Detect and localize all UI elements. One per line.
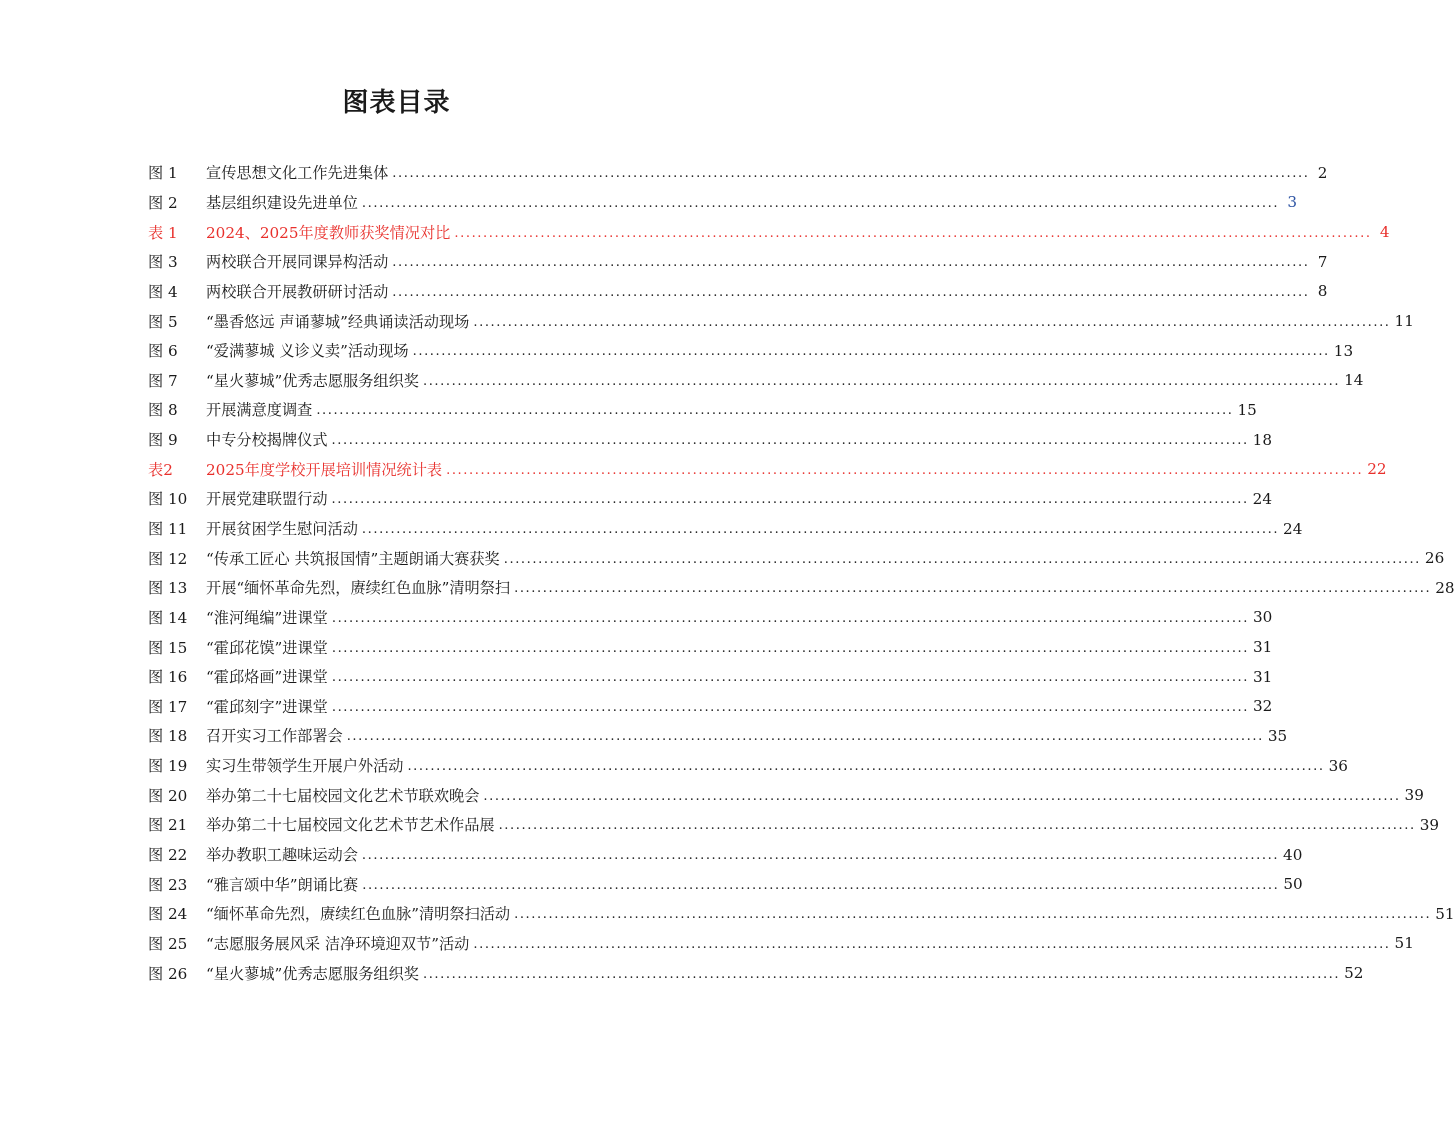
entry-page-number: 52	[1344, 964, 1364, 983]
entry-title: 中专分校揭牌仪式	[206, 431, 328, 450]
entry-title: “星火蓼城”优秀志愿服务组织奖	[206, 371, 419, 390]
entry-title: 开展贫困学生慰问活动	[206, 520, 358, 538]
dot-leader	[392, 255, 1309, 270]
entry-page-number: 36	[1328, 756, 1348, 775]
entry-label: 图 5	[148, 312, 178, 331]
entry-title: 开展党建联盟行动	[206, 490, 328, 509]
entry-page-number: 51	[1394, 934, 1414, 953]
dot-leader	[332, 670, 1249, 685]
entry-page-number: 32	[1253, 697, 1273, 716]
entry-label: 图 14	[148, 608, 188, 627]
toc-entry[interactable]	[148, 514, 1303, 544]
entry-title: 开展“缅怀革命先烈，赓续红色血脉”清明祭扫	[206, 579, 511, 598]
entry-title: “传承工匠心 共筑报国情”主题朗诵大赛获奖	[206, 549, 500, 568]
dot-leader	[454, 226, 1371, 241]
toc-entry[interactable]	[148, 721, 1288, 751]
entry-label: 图 20	[148, 786, 188, 805]
entry-title: “霍邱刻字”进课堂	[206, 697, 328, 716]
entry-label: 图 13	[148, 579, 188, 598]
entry-page-number: 13	[1333, 341, 1354, 360]
table-of-figures	[148, 158, 1455, 988]
entry-page-number: 50	[1283, 875, 1303, 894]
entry-title: 两校联合开展教研研讨活动	[206, 282, 389, 301]
dot-leader	[407, 759, 1324, 774]
entry-label: 图 2	[148, 193, 178, 212]
entry-title: 宣传思想文化工作先进集体	[206, 164, 389, 183]
dot-leader	[392, 166, 1309, 181]
entry-label: 图 12	[148, 549, 188, 568]
entry-label: 图 11	[148, 520, 188, 538]
dot-leader	[316, 403, 1233, 418]
entry-title: “缅怀革命先烈，赓续红色血脉”清明祭扫活动	[206, 905, 511, 924]
entry-label: 图 21	[148, 816, 188, 835]
dot-leader	[473, 315, 1390, 330]
entry-page-number: 14	[1344, 371, 1364, 390]
toc-entry[interactable]	[148, 543, 1445, 573]
entry-page-number: 28	[1435, 578, 1455, 597]
entry-title: 举办第二十七届校园文化艺术节艺术作品展	[206, 816, 495, 835]
toc-entry[interactable]	[148, 247, 1328, 277]
dot-leader	[514, 581, 1431, 596]
entry-label: 图 1	[148, 164, 178, 183]
toc-entry[interactable]	[148, 573, 1455, 603]
entry-page-number: 39	[1419, 815, 1440, 834]
entry-page-number: 35	[1267, 726, 1288, 745]
entry-label: 图 8	[148, 401, 178, 420]
dot-leader	[362, 196, 1279, 211]
page-title: 图表目录	[342, 88, 451, 118]
entry-page-number: 51	[1435, 904, 1455, 923]
dot-leader	[504, 552, 1421, 567]
dot-leader	[483, 789, 1400, 804]
entry-label: 图 7	[148, 371, 178, 390]
dot-leader	[423, 967, 1340, 982]
dot-leader	[332, 611, 1249, 626]
dot-leader	[362, 522, 1279, 537]
entry-page-number: 2	[1317, 163, 1328, 182]
entry-title: 召开实习工作部署会	[206, 727, 343, 746]
toc-entry[interactable]	[148, 929, 1414, 959]
toc-entry[interactable]	[148, 810, 1440, 840]
entry-label: 图 15	[148, 638, 188, 657]
dot-leader	[392, 285, 1309, 300]
entry-page-number: 7	[1317, 252, 1328, 271]
entry-label: 图 3	[148, 253, 178, 272]
toc-entry[interactable]	[148, 277, 1328, 307]
entry-title: 举办教职工趣味运动会	[206, 846, 358, 865]
entry-page-number: 18	[1252, 430, 1272, 449]
entry-title: 2024、2025年度教师获奖情况对比	[206, 223, 451, 242]
entry-title: 2025年度学校开展培训情况统计表	[206, 460, 443, 479]
dot-leader	[347, 729, 1264, 744]
entry-label: 图 26	[148, 964, 188, 983]
entry-page-number: 30	[1253, 608, 1273, 627]
toc-entry[interactable]	[148, 840, 1303, 870]
toc-entry[interactable]	[148, 632, 1273, 662]
entry-title: 两校联合开展同课异构活动	[206, 253, 389, 272]
toc-entry[interactable]	[148, 692, 1273, 722]
entry-page-number: 3	[1287, 193, 1298, 212]
dot-leader	[332, 700, 1249, 715]
entry-title: “雅言颂中华”朗诵比赛	[206, 875, 359, 894]
toc-entry[interactable]	[148, 958, 1364, 988]
entry-label: 表2	[148, 460, 173, 479]
entry-label: 图 18	[148, 727, 188, 746]
toc-entry[interactable]	[148, 780, 1424, 810]
dot-leader	[499, 818, 1416, 833]
entry-page-number: 26	[1424, 549, 1445, 568]
entry-label: 图 9	[148, 431, 178, 450]
entry-title: “霍邱烙画”进课堂	[206, 668, 328, 687]
entry-page-number: 31	[1253, 638, 1273, 657]
entry-label: 图 17	[148, 697, 188, 716]
entry-title: “霍邱花馍”进课堂	[206, 638, 328, 657]
dot-leader	[473, 937, 1390, 952]
toc-entry[interactable]	[148, 484, 1272, 514]
entry-label: 图 23	[148, 875, 188, 894]
dot-leader	[514, 907, 1431, 922]
entry-label: 图 16	[148, 668, 188, 687]
entry-title: “爱满蓼城 义诊义卖”活动现场	[206, 342, 409, 361]
entry-label: 图 6	[148, 342, 178, 361]
entry-page-number: 8	[1317, 282, 1328, 301]
dot-leader	[446, 463, 1363, 478]
dot-leader	[332, 641, 1249, 656]
dot-leader	[423, 374, 1340, 389]
entry-title: 基层组织建设先进单位	[206, 193, 358, 212]
entry-page-number: 24	[1252, 489, 1272, 508]
entry-label: 图 19	[148, 757, 188, 776]
entry-title: “墨香悠远 声诵蓼城”经典诵读活动现场	[206, 312, 470, 331]
dot-leader	[362, 848, 1279, 863]
entry-title: 举办第二十七届校园文化艺术节联欢晚会	[206, 786, 480, 805]
dot-leader	[332, 433, 1249, 448]
toc-entry[interactable]	[148, 336, 1354, 366]
entry-page-number: 24	[1283, 519, 1303, 538]
toc-entry[interactable]	[148, 306, 1414, 336]
entry-page-number: 40	[1283, 845, 1303, 864]
toc-entry-table[interactable]	[148, 454, 1387, 484]
entry-label: 图 24	[148, 905, 188, 924]
dot-leader	[362, 878, 1279, 893]
toc-entry[interactable]	[148, 869, 1303, 899]
toc-entry[interactable]	[148, 662, 1273, 692]
entry-title: “志愿服务展风采 洁净环境迎双节”活动	[206, 934, 470, 953]
toc-entry[interactable]	[148, 395, 1257, 425]
entry-title: “星火蓼城”优秀志愿服务组织奖	[206, 964, 419, 983]
entry-title: 开展满意度调查	[206, 401, 313, 420]
toc-entry[interactable]	[148, 188, 1298, 218]
entry-page-number: 22	[1367, 460, 1387, 479]
entry-page-number: 39	[1404, 786, 1424, 805]
entry-title: “淮河绳编”进课堂	[206, 608, 328, 627]
entry-title: 实习生带领学生开展户外活动	[206, 757, 404, 776]
entry-label: 表 1	[148, 223, 178, 242]
entry-label: 图 4	[148, 282, 178, 301]
dot-leader	[332, 492, 1249, 507]
toc-entry[interactable]	[148, 751, 1348, 781]
entry-label: 图 25	[148, 934, 188, 953]
toc-entry[interactable]	[148, 365, 1364, 395]
toc-entry[interactable]	[148, 425, 1272, 455]
entry-page-number: 31	[1253, 667, 1273, 686]
toc-entry-table[interactable]	[148, 217, 1390, 247]
dot-leader	[413, 344, 1330, 359]
entry-page-number: 4	[1379, 223, 1390, 242]
toc-entry[interactable]	[148, 899, 1455, 929]
entry-label: 图 10	[148, 490, 188, 509]
entry-page-number: 11	[1394, 312, 1414, 331]
toc-entry[interactable]	[148, 603, 1273, 633]
entry-label: 图 22	[148, 846, 188, 865]
entry-page-number: 15	[1237, 400, 1257, 419]
toc-entry[interactable]	[148, 158, 1328, 188]
